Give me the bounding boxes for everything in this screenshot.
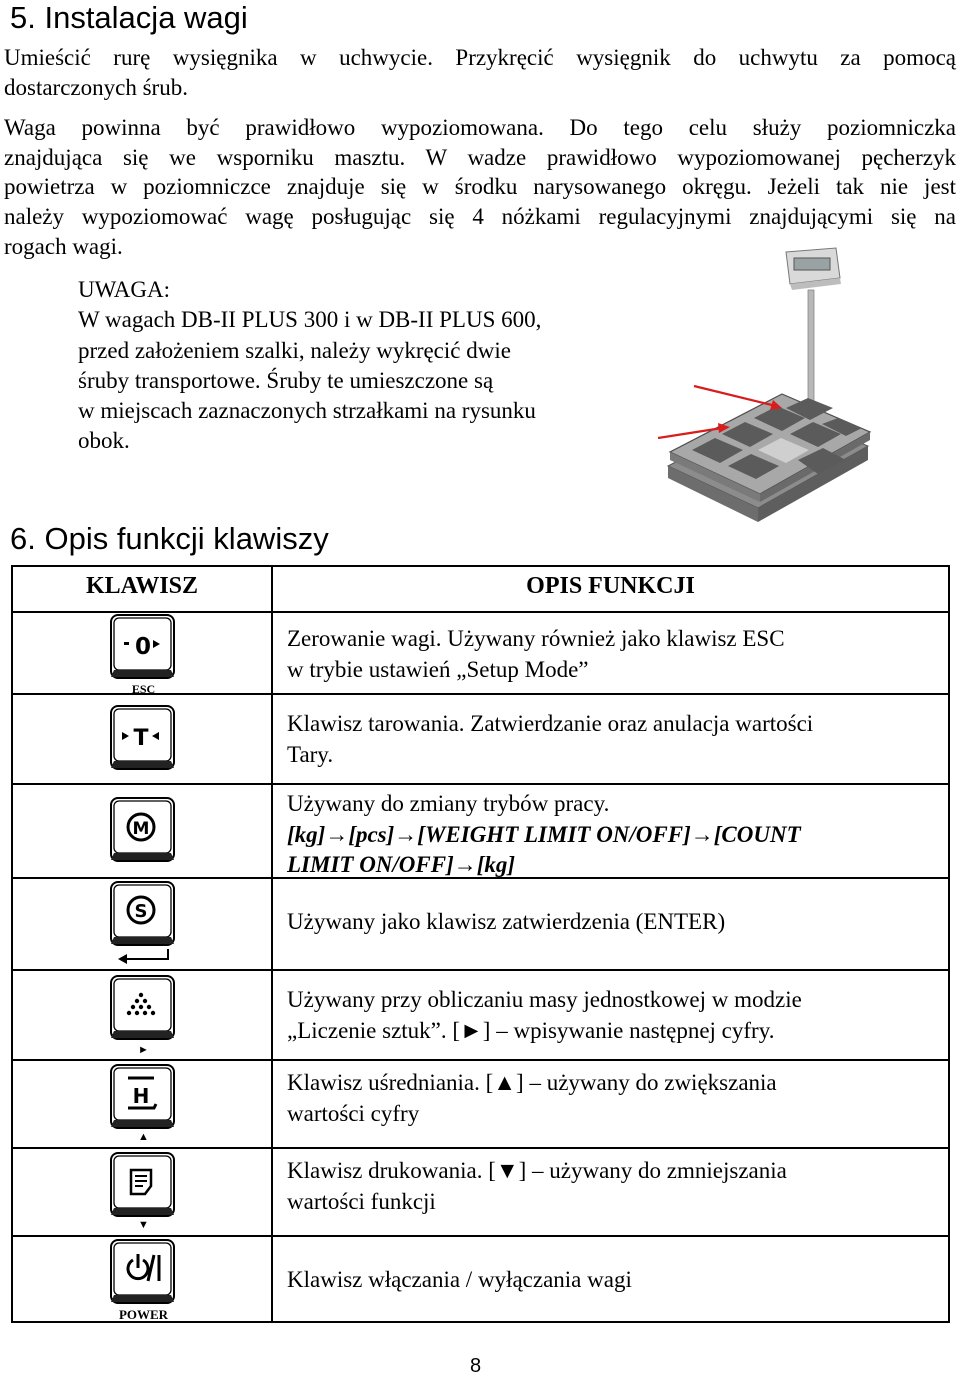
svg-text:M: M: [132, 819, 150, 839]
svg-text:T: T: [133, 726, 149, 751]
key-description: [287, 1156, 787, 1217]
pole: [808, 290, 814, 402]
desc-line: Używany przy obliczaniu masy jednostkowej w modzie: [287, 987, 802, 1012]
section-5-title: 5. Instalacja wagi: [10, 0, 248, 35]
desc-line: Klawisz drukowania. [▼] – używany do zmniejszania: [287, 1158, 787, 1183]
platform-scale-drawing: [658, 238, 898, 530]
key-caption-power: POWER: [118, 1307, 169, 1322]
enter-arrow-icon: [110, 947, 177, 965]
key-description: [287, 709, 813, 770]
section-6-title: 6. Opis funkcji klawiszy: [10, 521, 329, 556]
desc-line: Zerowanie wagi. Używany również jako klawisz ESC: [287, 626, 785, 651]
table-row: [13, 611, 948, 696]
platform: [668, 394, 870, 522]
print-key-icon: [110, 1152, 177, 1219]
mode-key-icon: [110, 797, 177, 864]
key-description: [287, 985, 802, 1046]
table-row: [13, 783, 948, 877]
desc-line: Klawisz włączania / wyłączania wagi: [287, 1267, 632, 1292]
note-line: UWAGA:: [78, 277, 170, 302]
desc-line: „Liczenie sztuk”. [►] – wpisywanie następnej cyfry.: [287, 1017, 775, 1043]
note-line: śruby transportowe. Śruby te umieszczone są: [78, 367, 494, 393]
table-row: [13, 1235, 948, 1321]
table-header-row: [13, 567, 948, 611]
note-line: w miejscach zaznaczonych strzałkami na rysunku: [78, 398, 536, 424]
key-description: [287, 1068, 777, 1129]
svg-text:S: S: [134, 901, 148, 922]
note-line: W wagach DB-II PLUS 300 i w DB-II PLUS 600,: [78, 307, 542, 333]
desc-line: Klawisz tarowania. Zatwierdzanie oraz anulacja wartości: [287, 711, 814, 736]
down-triangle-icon: ▼: [138, 1219, 149, 1231]
table-row: [13, 693, 948, 783]
keys-table: [11, 565, 950, 1323]
platform-scale-image: [658, 238, 898, 530]
paragraph-line: należy wypoziomować wagę posługując się 4 nóżkami regulacyjnymi znajdującymi się na: [4, 204, 956, 230]
desc-line: Klawisz uśredniania. [▲] – używany do zwiększania: [287, 1070, 777, 1095]
hold-key-icon: [110, 1064, 177, 1131]
header-description: OPIS FUNKCJI: [526, 573, 695, 599]
desc-line: wartości funkcji: [287, 1188, 436, 1214]
tare-key-icon: [110, 705, 177, 772]
paragraph-install-boom: [4, 43, 956, 102]
paragraph-line: Umieścić rurę wysięgnika w uchwycie. Przykręcić wysięgnik do uchwytu za pomocą: [4, 45, 956, 70]
note-line: obok.: [78, 428, 130, 454]
svg-text:0: 0: [134, 634, 152, 660]
svg-text:H: H: [132, 1084, 150, 1108]
desc-line: w trybie ustawień „Setup Mode”: [287, 656, 589, 682]
desc-line: Używany do zmiany trybów pracy.: [287, 791, 610, 816]
right-triangle-icon: ►: [138, 1044, 149, 1056]
paragraph-line: znajdująca się we wsporniku masztu. W wadze prawidłowo wypoziomowanej pęcherzyk: [4, 144, 956, 170]
note-line: przed założeniem szalki, należy wykręcić dwie: [78, 337, 511, 363]
count-key-icon: [110, 975, 177, 1042]
page-number: 8: [470, 1355, 482, 1377]
key-caption-esc: ESC: [131, 682, 156, 696]
table-row: [13, 1059, 948, 1147]
desc-line: [kg]→[pcs]→[WEIGHT LIMIT ON/OFF]→[COUNT: [287, 821, 801, 847]
key-description: [287, 1265, 632, 1296]
desc-line: Używany jako klawisz zatwierdzenia (ENTER): [287, 909, 726, 934]
zero-key-icon: [110, 614, 177, 681]
paragraph-line: powietrza w poziomniczce znajduje się w środku narysowanego okręgu. Jeżeli tak nie jest: [4, 174, 956, 200]
desc-line: wartości cyfry: [287, 1100, 420, 1126]
key-description: [287, 907, 725, 938]
key-description: [287, 624, 785, 685]
desc-line: LIMIT ON/OFF]→[kg]: [287, 852, 516, 877]
desc-line: Tary.: [287, 741, 334, 767]
table-row: [13, 969, 948, 1059]
table-row: [13, 1147, 948, 1235]
indicator-head: [786, 248, 841, 290]
table-row: [13, 877, 948, 969]
up-triangle-icon: ▲: [138, 1131, 149, 1143]
paragraph-line: dostarczonych śrub.: [4, 74, 188, 100]
paragraph-line: rogach wagi.: [4, 233, 123, 259]
header-key: KLAWISZ: [85, 573, 199, 599]
save-enter-key-icon: [110, 881, 177, 948]
power-key-icon: [110, 1239, 177, 1306]
paragraph-line: Waga powinna być prawidłowo wypoziomowana. Do tego celu służy poziomniczka: [4, 115, 956, 140]
warning-note: [78, 275, 638, 457]
key-description: [287, 789, 801, 881]
